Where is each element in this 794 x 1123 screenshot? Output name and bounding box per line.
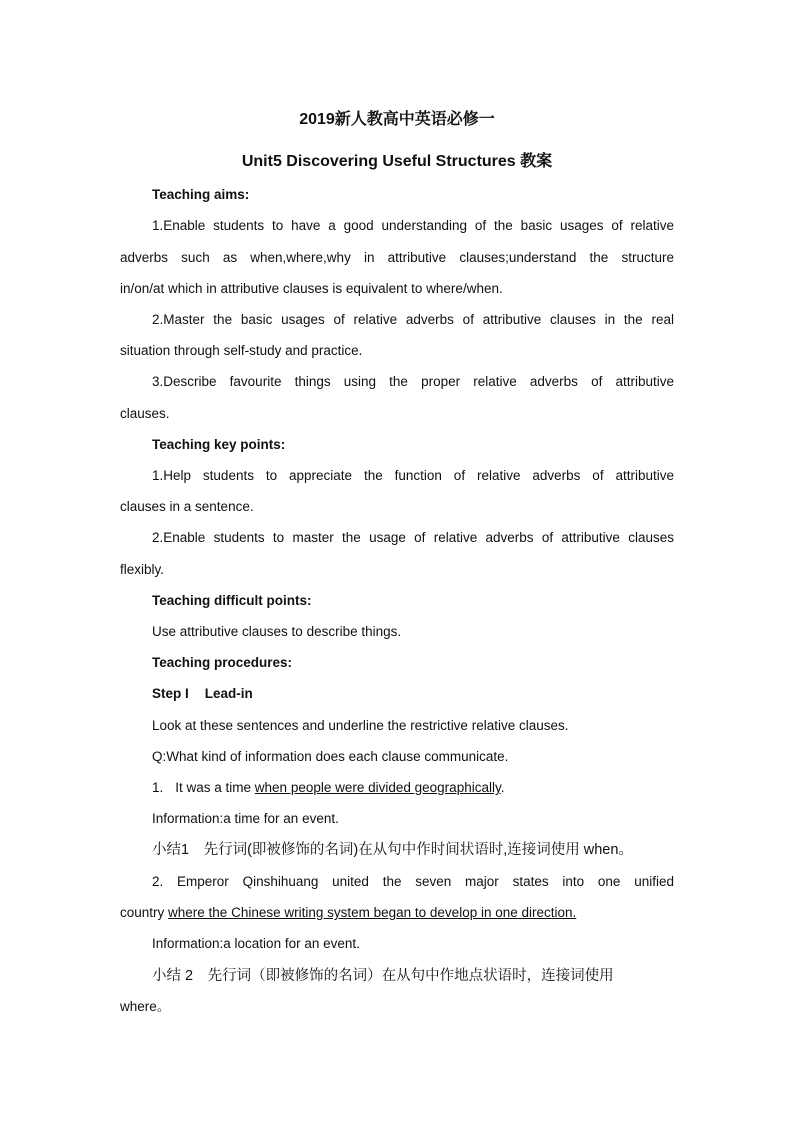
aims-item1-line1: 1.Enable students to have a good understanding of the basic usages of relative [152, 218, 674, 233]
document-title-line1: 2019新人教高中英语必修一 [299, 111, 495, 128]
key-points-item2-line2: flexibly. [120, 562, 165, 577]
summary-2-line1: 小结 2 先行词（即被修饰的名词）在从句中作地点状语时，连接词使用 [152, 968, 614, 984]
aims-item1-line2: adverbs such as when,where,why in attributive clauses;understand the structure [120, 250, 674, 265]
step-heading [152, 684, 253, 704]
example-2-underlined-clause: where the Chinese writing system began to develop in one direction. [168, 905, 577, 920]
procedure-instruction: Look at these sentences and underline the restrictive relative clauses. [152, 718, 569, 733]
example-2-line2 [120, 903, 576, 923]
step-label: Step I [152, 686, 189, 701]
aims-item3-line2: clauses. [120, 406, 170, 421]
summary-1: 小结1 先行词(即被修饰的名词)在从句中作时间状语时,连接词使用 when。 [152, 842, 633, 858]
teaching-procedures-heading: Teaching procedures: [152, 655, 293, 670]
aims-item2-line1: 2.Master the basic usages of relative adverbs of attributive clauses in the real [152, 312, 674, 327]
example-1-underlined-clause: when people were divided geographically [254, 780, 501, 795]
document-title-line2: Unit5 Discovering Useful Structures 教案 [241, 153, 553, 170]
information-1: Information:a time for an event. [152, 811, 339, 826]
example-2-prefix: country [120, 905, 169, 920]
step-name: Lead-in [204, 686, 253, 701]
key-points-item1-line2: clauses in a sentence. [120, 499, 254, 514]
key-points-item1-line1: 1.Help students to appreciate the function of relative adverbs of attributive [152, 468, 674, 483]
summary-2-line2: where。 [120, 999, 171, 1014]
aims-item2-line2: situation through self-study and practice. [120, 343, 363, 358]
example-1-prefix: It was a time [175, 780, 255, 795]
difficult-points-text: Use attributive clauses to describe things. [152, 624, 402, 639]
information-2: Information:a location for an event. [152, 936, 360, 951]
teaching-key-points-heading: Teaching key points: [152, 437, 286, 452]
teaching-aims-heading: Teaching aims: [152, 187, 250, 202]
procedure-question: Q:What kind of information does each clause communicate. [152, 749, 509, 764]
aims-item1-line3: in/on/at which in attributive clauses is equivalent to where/when. [120, 281, 503, 296]
example-1-suffix: . [500, 780, 505, 795]
aims-item3-line1: 3.Describe favourite things using the proper relative adverbs of attributive [152, 374, 674, 389]
example-2-line1: 2. Emperor Qinshihuang united the seven major states into one unified [152, 874, 674, 889]
example-1-number: 1. [152, 780, 164, 795]
teaching-difficult-points-heading: Teaching difficult points: [152, 593, 312, 608]
example-1 [152, 778, 504, 798]
key-points-item2-line1: 2.Enable students to master the usage of relative adverbs of attributive clauses [152, 530, 674, 545]
